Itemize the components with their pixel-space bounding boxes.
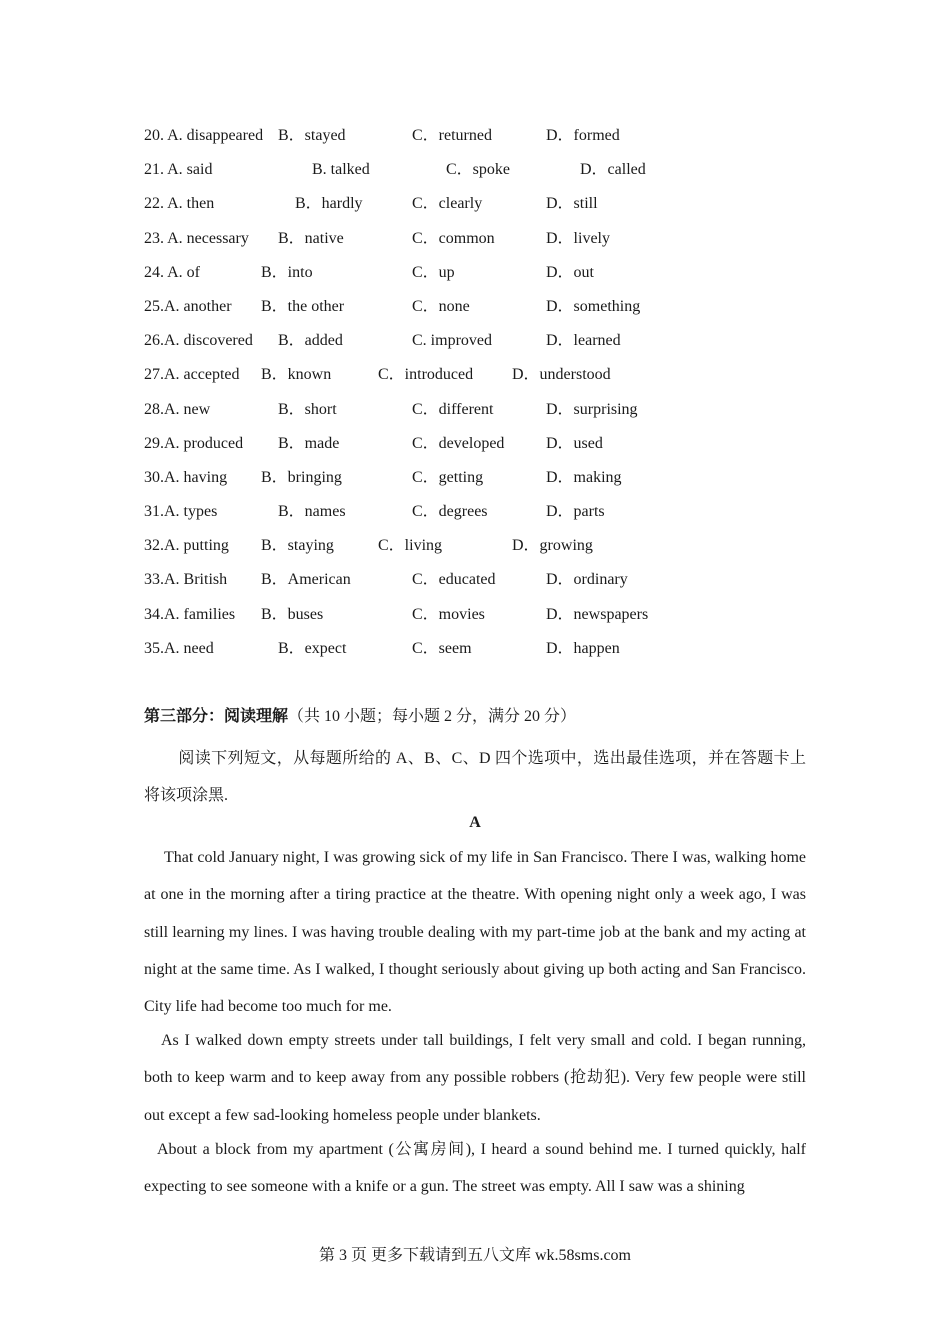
passage-paragraph: That cold January night, I was growing sick of my life in San Francisco. There I was, walking home at one in the morning after a tiring practice at the theatre. With opening night only a week ago, I was still learning my lines. I was having trouble dealing with my part-time job at the bank and my acting at night at the same time. As I walked, I thought seriously about giving up both acting and San Francisco. City life had become too much for me. bbox=[144, 849, 806, 1016]
option-c: C．none bbox=[412, 297, 470, 315]
option-c: C．getting bbox=[412, 468, 484, 486]
option-b: B．expect bbox=[278, 639, 347, 657]
option-c: C. improved bbox=[412, 332, 492, 350]
option-d: D．newspapers bbox=[546, 605, 649, 623]
option-c: C．seem bbox=[412, 639, 472, 657]
passage-paragraph: About a block from my apartment (公寓房间), I heard a sound behind me. I turned quickly, half expecting to see someone with a knife or a gun. The street was empty. All I saw was a shining bbox=[144, 1141, 806, 1196]
option-c: C．living bbox=[378, 537, 443, 555]
question-number-option-a: 22. A. then bbox=[144, 195, 215, 213]
passage-label: A bbox=[469, 814, 481, 831]
option-b: B．short bbox=[278, 400, 337, 418]
question-row bbox=[144, 604, 844, 638]
option-d: D．still bbox=[546, 195, 598, 213]
option-b: B. talked bbox=[312, 161, 370, 179]
question-number-option-a: 27.A. accepted bbox=[144, 366, 240, 384]
option-d: D．growing bbox=[512, 537, 593, 555]
question-number-option-a: 25.A. another bbox=[144, 297, 232, 315]
question-row bbox=[144, 501, 844, 535]
question-row bbox=[144, 296, 844, 330]
option-b: B．made bbox=[278, 434, 340, 452]
option-d: D．out bbox=[546, 263, 595, 281]
option-b: B．into bbox=[261, 263, 313, 281]
option-d: D．formed bbox=[546, 127, 620, 144]
option-b: B．staying bbox=[261, 537, 334, 555]
option-c: C．developed bbox=[412, 434, 505, 452]
question-options-list bbox=[144, 125, 844, 672]
section-title-rest: （共 10 小题；每小题 2 分，满分 20 分） bbox=[288, 708, 577, 725]
question-number-option-a: 30.A. having bbox=[144, 468, 228, 486]
option-b: B．American bbox=[261, 571, 351, 589]
option-b: B．names bbox=[278, 503, 346, 521]
question-number-option-a: 33.A. British bbox=[144, 571, 228, 589]
option-c: C．degrees bbox=[412, 503, 488, 521]
option-c: C．introduced bbox=[378, 366, 474, 384]
question-number-option-a: 32.A. putting bbox=[144, 537, 229, 555]
question-number-option-a: 34.A. families bbox=[144, 605, 236, 623]
question-row bbox=[144, 228, 844, 262]
option-d: D．ordinary bbox=[546, 571, 628, 589]
question-row bbox=[144, 193, 844, 227]
option-c: C．returned bbox=[412, 127, 492, 144]
section-title bbox=[144, 706, 576, 728]
option-c: C．common bbox=[412, 229, 495, 247]
passage-paragraph: As I walked down empty streets under tall buildings, I felt very small and cold. I began running, both to keep warm and to keep away from any possible robbers (抢劫犯). Very few people were still out except a few sad-looking homeless people under blankets. bbox=[144, 1032, 806, 1124]
question-number-option-a: 31.A. types bbox=[144, 503, 218, 521]
question-row bbox=[144, 159, 844, 193]
instruction-text: 阅读下列短文，从每题所给的 A、B、C、D 四个选项中，选出最佳选项，并在答题卡上将该项涂黑. bbox=[144, 750, 806, 804]
question-number-option-a: 35.A. need bbox=[144, 639, 214, 657]
question-number-option-a: 28.A. new bbox=[144, 400, 211, 418]
option-b: B．added bbox=[278, 332, 343, 350]
option-d: D．lively bbox=[546, 229, 610, 247]
option-c: C．different bbox=[412, 400, 494, 418]
option-d: D．surprising bbox=[546, 400, 638, 418]
page-footer: 第 3 页 更多下载请到五八文库 wk.58sms.com bbox=[318, 1247, 631, 1264]
option-d: D．parts bbox=[546, 503, 605, 521]
option-b: B．known bbox=[261, 366, 332, 384]
question-row bbox=[144, 330, 844, 364]
question-row bbox=[144, 569, 844, 603]
option-d: D．learned bbox=[546, 332, 621, 350]
section-instruction bbox=[144, 740, 806, 814]
option-c: C．movies bbox=[412, 605, 485, 623]
option-b: B．the other bbox=[261, 297, 345, 315]
option-b: B．native bbox=[278, 229, 344, 247]
question-row bbox=[144, 467, 844, 501]
option-c: C．up bbox=[412, 263, 455, 281]
option-b: B．stayed bbox=[278, 127, 346, 144]
question-row bbox=[144, 433, 844, 467]
question-number-option-a: 21. A. said bbox=[144, 161, 213, 179]
option-d: D．something bbox=[546, 297, 641, 315]
option-d: D．making bbox=[546, 468, 622, 486]
option-c: C．spoke bbox=[446, 161, 511, 179]
option-d: D．called bbox=[580, 161, 646, 179]
question-row bbox=[144, 125, 844, 159]
question-number-option-a: 29.A. produced bbox=[144, 434, 244, 452]
option-b: B．bringing bbox=[261, 468, 342, 486]
question-number-option-a: 23. A. necessary bbox=[144, 229, 249, 247]
option-d: D．understood bbox=[512, 366, 611, 384]
question-row bbox=[144, 638, 844, 672]
option-b: B．buses bbox=[261, 605, 324, 623]
option-d: D．used bbox=[546, 434, 603, 452]
option-c: C．clearly bbox=[412, 195, 483, 213]
option-d: D．happen bbox=[546, 639, 620, 657]
question-number-option-a: 26.A. discovered bbox=[144, 332, 253, 350]
question-row bbox=[144, 535, 844, 569]
section-title-bold: 第三部分：阅读理解 bbox=[144, 708, 289, 725]
question-row bbox=[144, 262, 844, 296]
option-b: B．hardly bbox=[295, 195, 363, 213]
question-number-option-a: 24. A. of bbox=[144, 263, 200, 281]
question-row bbox=[144, 364, 844, 398]
question-number-option-a: 20. A. disappeared bbox=[144, 127, 264, 144]
question-row bbox=[144, 399, 844, 433]
option-c: C．educated bbox=[412, 571, 496, 589]
